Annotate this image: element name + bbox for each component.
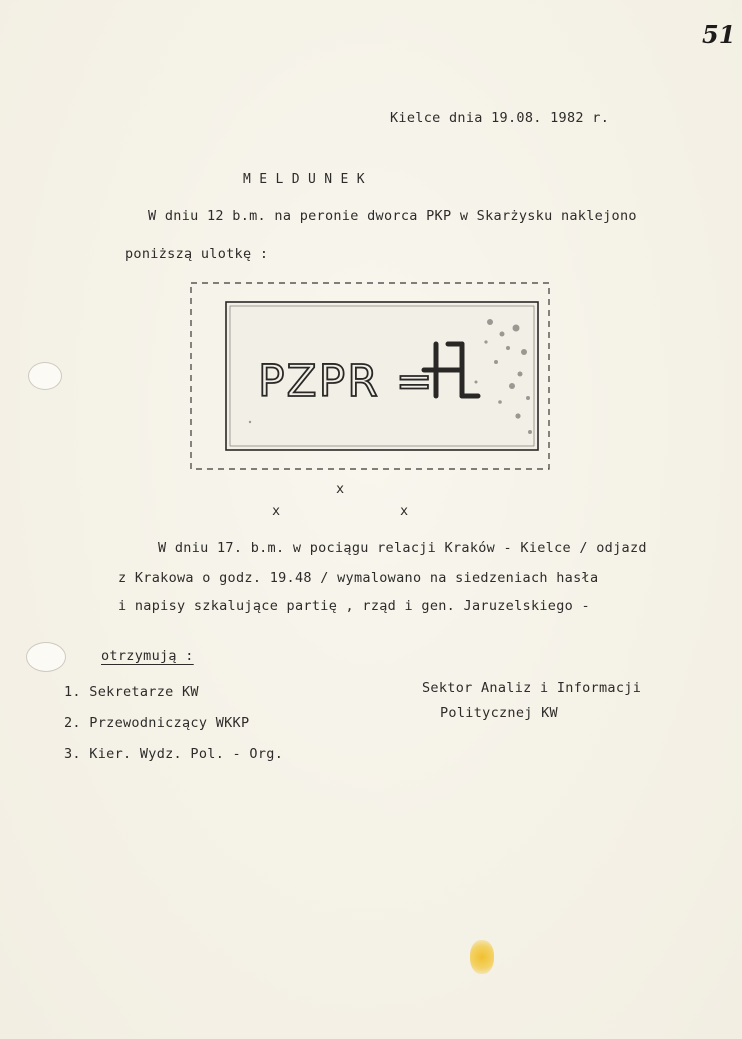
punch-hole-bottom — [26, 642, 66, 672]
page-number: 51 — [702, 20, 736, 49]
yellow-stain — [470, 940, 494, 974]
place-date: Kielce dnia 19.08. 1982 r. — [390, 110, 610, 126]
paragraph2-line2: z Krakowa o godz. 19.48 / wymalowano na siedzeniach hasła — [118, 570, 599, 586]
separator-x-top: x — [336, 481, 345, 497]
recipient-item: 1. Sekretarze KW — [64, 684, 199, 700]
punch-hole-top — [28, 362, 62, 390]
recipients-heading: otrzymują : — [101, 648, 194, 664]
document-title: M E L D U N E K — [243, 172, 365, 187]
paragraph2-line1: W dniu 17. b.m. w pociągu relacji Kraków - Kielce / odjazd — [158, 540, 647, 556]
sender-line2: Politycznej KW — [440, 705, 558, 721]
sender-line1: Sektor Analiz i Informacji — [422, 680, 642, 696]
separator-x-left: x — [272, 503, 281, 519]
paragraph1-line1: W dniu 12 b.m. na peronie dworca PKP w Skarżysku naklejono — [148, 208, 637, 224]
separator-x-right: x — [400, 503, 409, 519]
leaflet-text: PZPR = — [258, 356, 435, 407]
paragraph2-line3: i napisy szkalujące partię , rząd i gen. Jaruzelskiego - — [118, 598, 590, 614]
leaflet-image — [190, 282, 550, 470]
paragraph1-line2: poniższą ulotkę : — [125, 246, 269, 262]
recipient-item: 2. Przewodniczący WKKP — [64, 715, 250, 731]
recipient-item: 3. Kier. Wydz. Pol. - Org. — [64, 746, 284, 762]
